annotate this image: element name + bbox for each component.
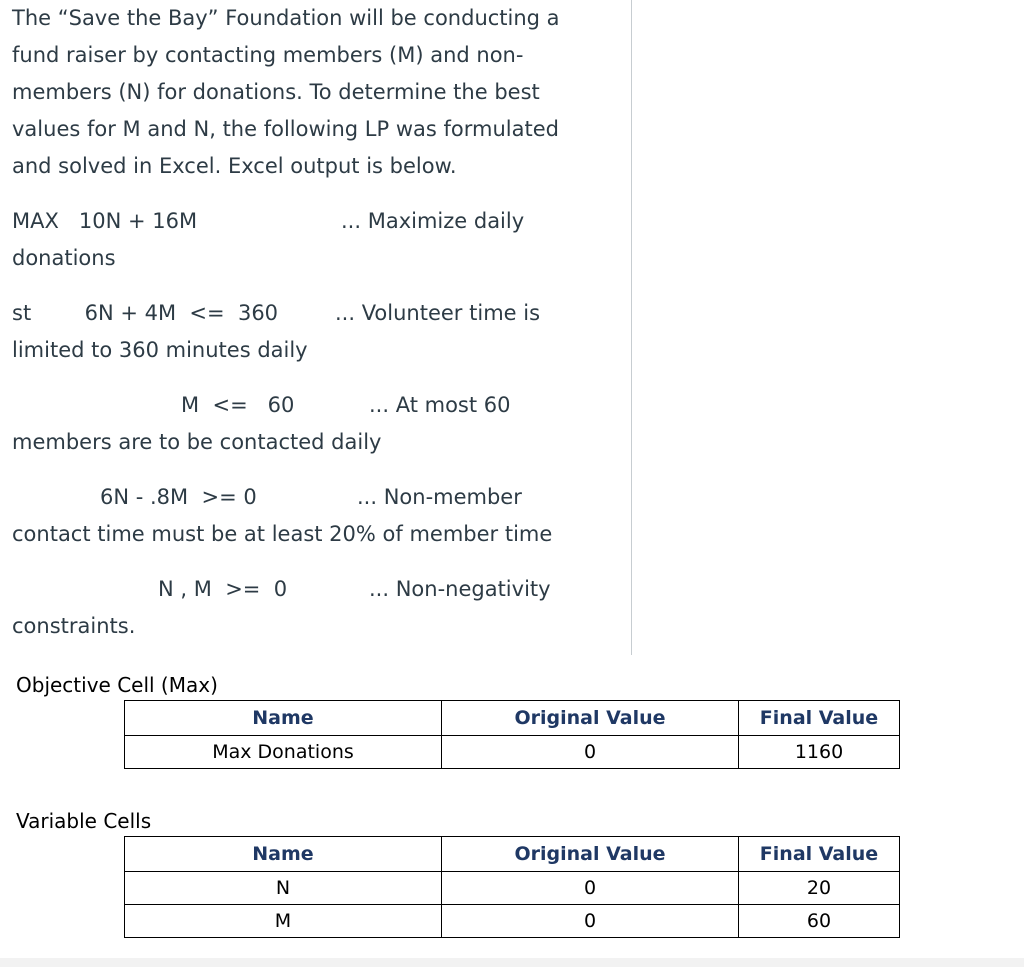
constraint-expression: 6N - .8M >= 0 xyxy=(100,485,257,509)
table-cell: M xyxy=(125,905,442,938)
objective-expression: MAX 10N + 16M xyxy=(12,209,198,233)
objective-cell-title: Objective Cell (Max) xyxy=(16,673,218,697)
objective-comment: ... Maximize daily xyxy=(341,209,525,233)
intro-line: The “Save the Bay” Foundation will be conducting a xyxy=(12,6,560,30)
column-header: Original Value xyxy=(442,701,739,736)
table-cell: 0 xyxy=(442,872,739,905)
constraint-nonnegativity xyxy=(12,571,624,608)
constraint-comment: ... Non-member xyxy=(357,485,522,509)
column-header: Name xyxy=(125,701,442,736)
table-row xyxy=(125,872,900,905)
constraint-expression: M <= 60 xyxy=(181,393,295,417)
variable-cells-table xyxy=(124,836,900,938)
table-cell: 0 xyxy=(442,905,739,938)
constraint-comment: ... Non-negativity xyxy=(369,577,551,601)
intro-line: and solved in Excel. Excel output is below. xyxy=(12,154,457,178)
objective-comment-cont: donations xyxy=(12,246,116,270)
constraint-comment: ... At most 60 xyxy=(369,393,511,417)
table-cell: 1160 xyxy=(739,736,900,769)
constraint-members xyxy=(12,387,624,424)
table-cell: 0 xyxy=(442,736,739,769)
intro-line: members (N) for donations. To determine the best xyxy=(12,80,540,104)
column-divider xyxy=(631,0,632,655)
table-row xyxy=(125,736,900,769)
problem-statement xyxy=(12,0,624,645)
constraint-comment-cont: members are to be contacted daily xyxy=(12,430,382,454)
column-header: Final Value xyxy=(739,837,900,872)
column-header: Name xyxy=(125,837,442,872)
constraint-comment-cont: constraints. xyxy=(12,614,136,638)
constraint-expression: N , M >= 0 xyxy=(158,577,288,601)
table-header-row xyxy=(125,837,900,872)
column-header: Original Value xyxy=(442,837,739,872)
constraint-nonmember-time xyxy=(12,479,624,516)
variable-cells-title: Variable Cells xyxy=(16,809,152,833)
table-cell: Max Donations xyxy=(125,736,442,769)
table-cell: 20 xyxy=(739,872,900,905)
bottom-bar xyxy=(0,958,1024,967)
constraint-comment-cont: limited to 360 minutes daily xyxy=(12,338,308,362)
table-row xyxy=(125,905,900,938)
column-header: Final Value xyxy=(739,701,900,736)
constraint-volunteer-time xyxy=(12,295,624,332)
intro-line: fund raiser by contacting members (M) and non- xyxy=(12,43,524,67)
intro-line: values for M and N, the following LP was formulated xyxy=(12,117,559,141)
objective-cell-table xyxy=(124,700,900,769)
table-header-row xyxy=(125,701,900,736)
constraint-expression: st 6N + 4M <= 360 xyxy=(12,301,279,325)
objective-function xyxy=(12,203,624,240)
table-cell: 60 xyxy=(739,905,900,938)
constraint-comment-cont: contact time must be at least 20% of member time xyxy=(12,522,553,546)
constraint-comment: ... Volunteer time is xyxy=(335,301,541,325)
table-cell: N xyxy=(125,872,442,905)
